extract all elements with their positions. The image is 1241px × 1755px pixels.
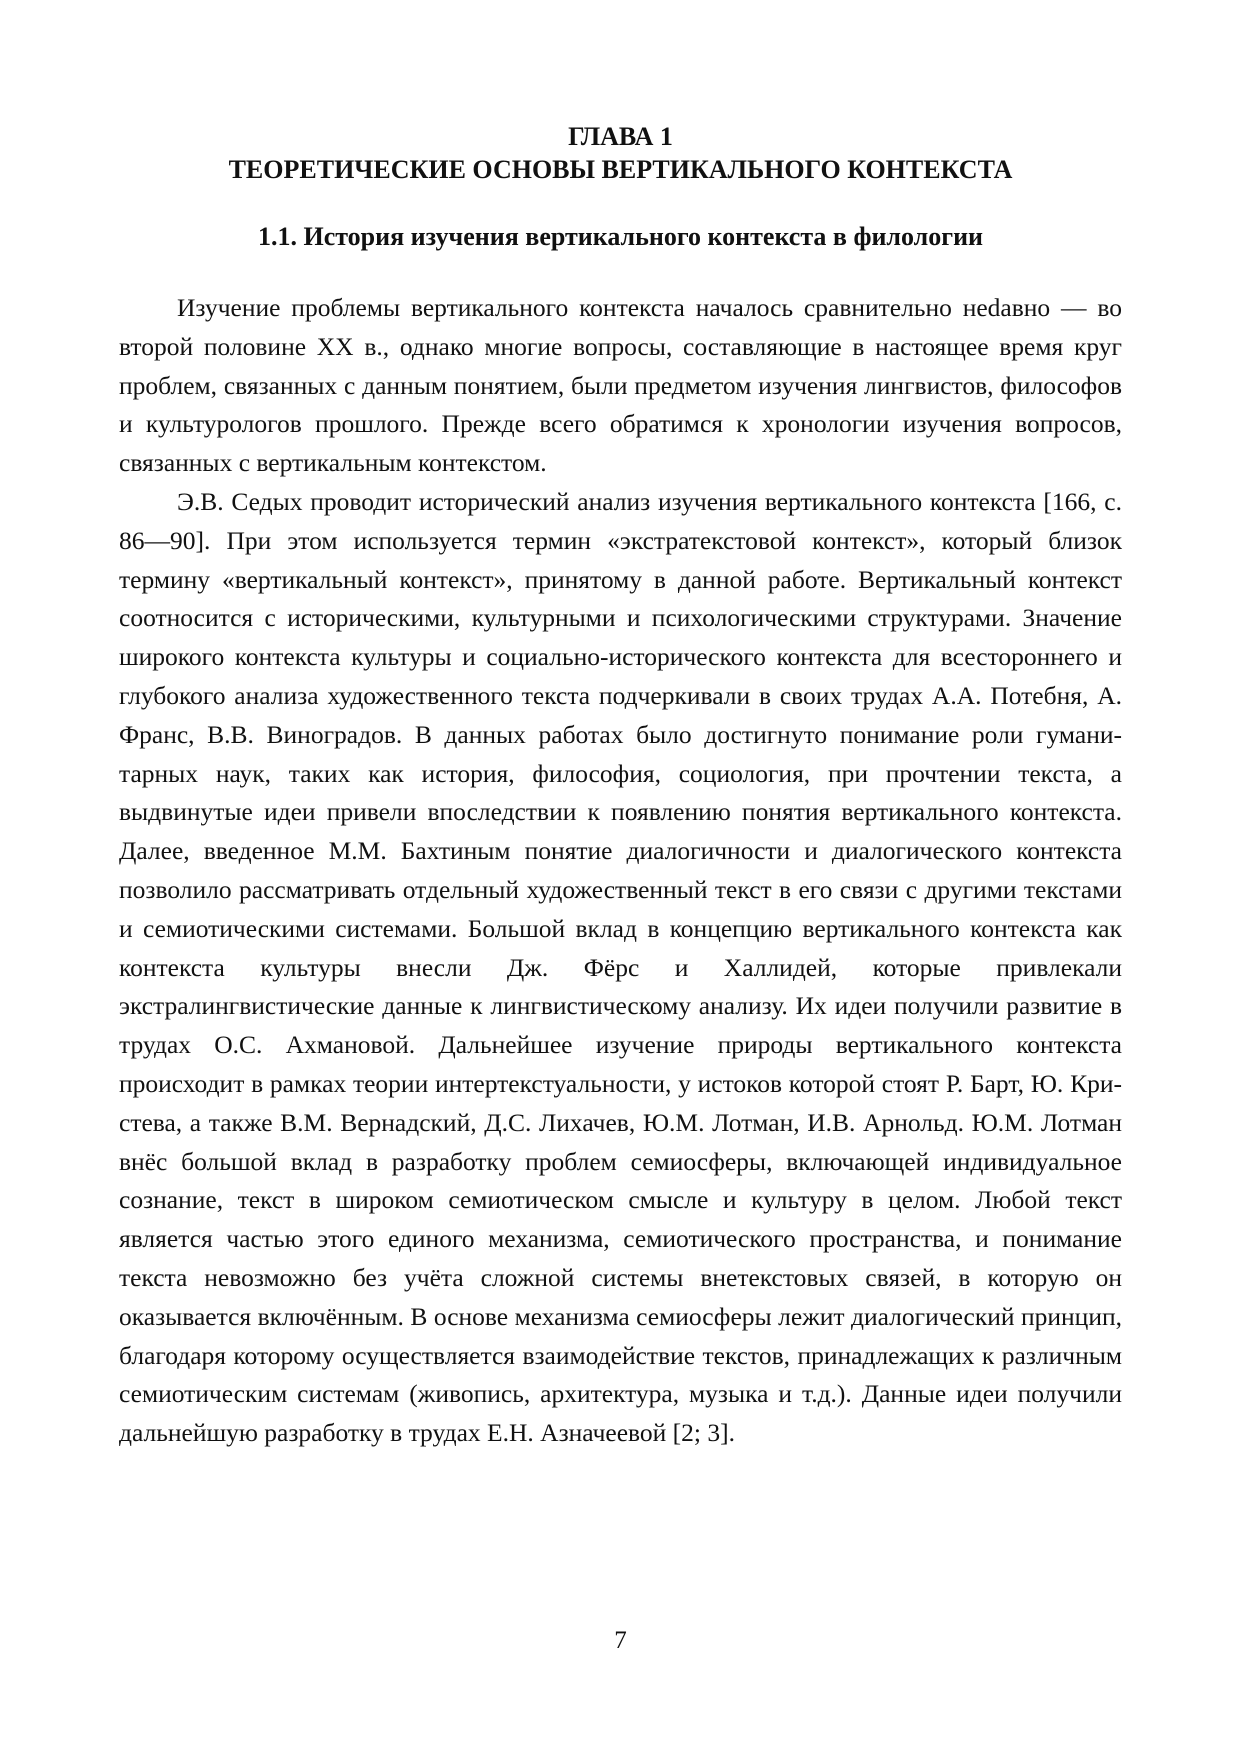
section-title: 1.1. История изучения вертикального контекста в филологии <box>257 222 984 251</box>
body-text <box>119 289 1122 1453</box>
chapter-number: ГЛАВА 1 <box>568 122 673 151</box>
paragraph-2: Э.В. Седых проводит исторический анализ изучения вертикального контекста [166, с. 86—90]. При этом используется термин «экстратекстовой контекст», который близок термину «вертикальный контекст», принятому в данной работе. Вертикальный контекст соотносится с историческими, культурными и психологическими структурами. Значение широкого контекста культуры и социально-исторического контекста для всестороннего и глубокого анализа художественного текста подчеркивали в своих трудах А.А. Потебня, А. Франс, В.В. Виноградов. В данных работах было достигнуто понимание роли гуманитарных наук, таких как история, философия, социология, при прочтении текста, а выдвинутые идеи привели впоследствии к появлению понятия вертикального контекста. Далее, введенное М.М. Бахтиным понятие диалогичности и диалогического контекста позволило рассматривать отдельный художественный текст в его связи с другими текстами и семиотическими системами. Большой вклад в концепцию вертикального контекста как контекста культуры внесли Дж. Фёрс и Халлидей, которые привлекали экстралингвистические данные к лингвистическому анализу. Их идеи получили развитие в трудах О.С. Ахмановой. Дальнейшее изучение природы вертикального контекста происходит в рамках теории интертекстуальности, у истоков которой стоят Р. Барт, Ю. Кристева, а также В.М. Вернадский, Д.С. Лихачев, Ю.М. Лотман, И.В. Арнольд. Ю.М. Лотман внёс большой вклад в разработку проблем семиосферы, включающей индивидуальное сознание, текст в широком семиотическом смысле и культуру в целом. Любой текст является частью этого единого механизма, семиотического пространства, и понимание текста невозможно без учёта сложной системы внетекстовых связей, в которую он оказывается включённым. В основе механизма семиосферы лежит диалогический принцип, благодаря которому осуществляется взаимодействие текстов, принадлежащих к различным семиотическим системам (живопись, архитектура, музыка и т.д.). Данные идеи получили дальнейшую разработку в трудах Е.Н. Азначеевой [2; 3]. <box>119 486 1122 1448</box>
chapter-title: ТЕОРЕТИЧЕСКИЕ ОСНОВЫ ВЕРТИКАЛЬНОГО КОНТЕКСТА <box>228 155 1013 184</box>
paragraph-1: Изучение проблемы вертикального контекста началось сравнительно неdавно — во второй половине XX в., однако многие вопросы, составляющие в настоящее время круг проблем, связанных с данным понятием, были предметом изучения лингвистов, философов и культурологов прошлого. Прежде всего обратимся к хронологии изучения вопросов, связанных с вертикальным контекстом. <box>119 293 1122 478</box>
page-number: 7 <box>614 1627 627 1654</box>
chapter-heading <box>119 120 1122 186</box>
page-content <box>119 120 1122 1453</box>
